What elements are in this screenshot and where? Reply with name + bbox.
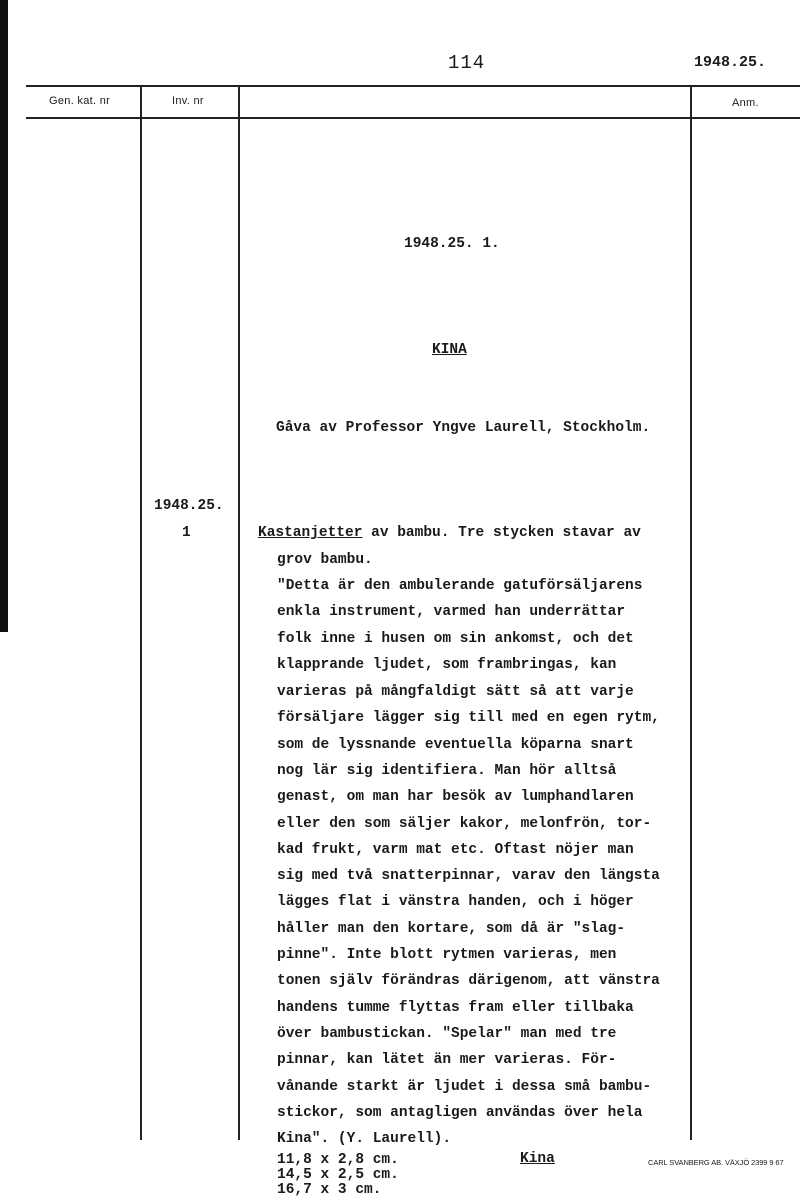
description-first-line-rest: av bambu. Tre stycken stavar av	[362, 525, 641, 541]
donor-line: Gåva av Professor Yngve Laurell, Stockholm.	[276, 420, 651, 436]
column-divider-1	[140, 86, 142, 1140]
description-line: Kina". (Y. Laurell).	[277, 1131, 452, 1147]
binding-edge-bar	[0, 0, 8, 632]
description-line: stickor, som antagligen användas över hela	[277, 1105, 643, 1121]
description-line: försäljare lägger sig till med en egen rytm,	[277, 710, 660, 726]
header-top-rule	[26, 85, 800, 87]
description-line: kad frukt, varm mat etc. Oftast nöjer man	[277, 842, 634, 858]
measurement-line: 16,7 x 3 cm.	[277, 1182, 382, 1198]
description-first-line	[258, 525, 641, 541]
description-line: nog lär sig identifiera. Man hör alltså	[277, 763, 617, 779]
description-line: grov bambu.	[277, 552, 373, 568]
accession-header: 1948.25.	[694, 54, 767, 71]
measurement-line: 11,8 x 2,8 cm.	[277, 1152, 399, 1168]
description-line: "Detta är den ambulerande gatuförsäljarens	[277, 578, 643, 594]
description-line: över bambustickan. "Spelar" man med tre	[277, 1026, 617, 1042]
description-line: handens tumme flyttas fram eller tillbaka	[277, 1000, 634, 1016]
column-divider-3	[690, 86, 692, 1140]
description-line: sig med två snatterpinnar, varav den längsta	[277, 868, 660, 884]
object-title: Kastanjetter	[258, 525, 363, 541]
description-line: som de lyssnande eventuella köparna snart	[277, 737, 634, 753]
description-line: håller man den kortare, som då är "slag-	[277, 921, 626, 937]
column-header-anm: Anm.	[732, 97, 759, 109]
description-line: eller den som säljer kakor, melonfrön, tor-	[277, 816, 652, 832]
description-line: folk inne i husen om sin ankomst, och det	[277, 631, 634, 647]
description-line: lägges flat i vänstra handen, och i höger	[277, 894, 634, 910]
description-line: klapprande ljudet, som frambringas, kan	[277, 657, 617, 673]
description-line: pinne". Inte blott rytmen varieras, men	[277, 947, 617, 963]
description-line: enkla instrument, varmed han underrättar	[277, 604, 626, 620]
column-divider-2	[238, 86, 240, 1140]
description-line: tonen själv förändras därigenom, att vänstra	[277, 973, 660, 989]
description-line: pinnar, kan lätet än mer varieras. För-	[277, 1052, 617, 1068]
measurement-line: 14,5 x 2,5 cm.	[277, 1167, 399, 1183]
column-header-inv-nr: Inv. nr	[172, 95, 204, 107]
inv-number-line-2: 1	[182, 525, 191, 541]
column-header-gen-kat-nr: Gen. kat. nr	[49, 95, 111, 107]
description-line: vånande starkt är ljudet i dessa små bambu-	[277, 1079, 652, 1095]
page-number: 114	[448, 52, 486, 74]
inv-number-line-1: 1948.25.	[154, 498, 224, 514]
region-tag: Kina	[520, 1151, 555, 1167]
printer-mark: CARL SVANBERG AB. VÄXJÖ 2399 9 67	[648, 1158, 784, 1167]
description-line: varieras på mångfaldigt sätt så att varje	[277, 684, 634, 700]
country-heading: KINA	[432, 342, 467, 358]
entry-heading: 1948.25. 1.	[404, 236, 500, 252]
description-line: genast, om man har besök av lumphandlaren	[277, 789, 634, 805]
header-bottom-rule	[26, 117, 800, 119]
